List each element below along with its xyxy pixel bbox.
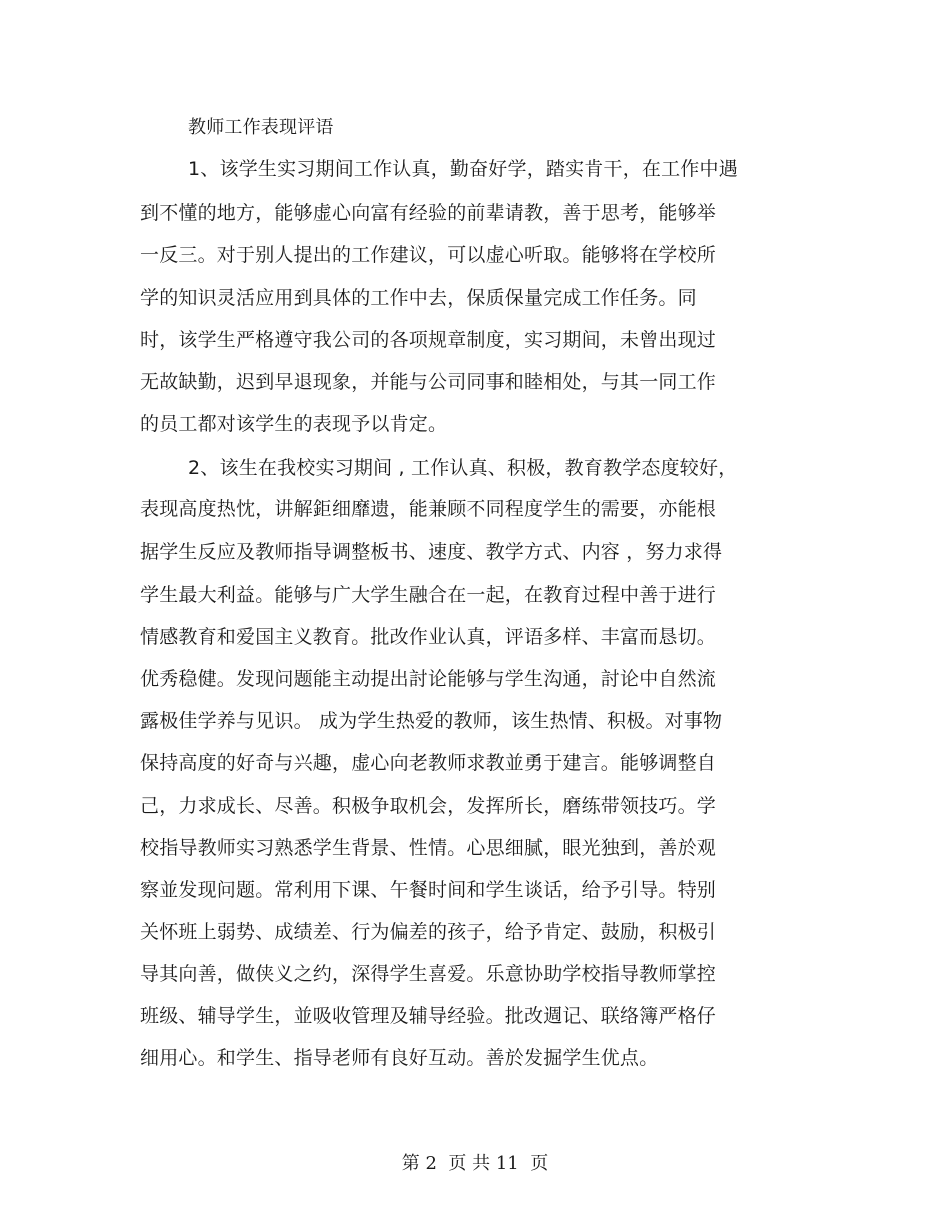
paragraph2-line-12: 关怀班上弱势、成绩差、行为偏差的孩子，给予肯定、鼓励，积极引 xyxy=(140,921,717,943)
paragraph1-line-6: 无故缺勤，迟到早退现象，并能与公司同事和睦相处，与其一同工作 xyxy=(140,371,717,393)
paragraph2-line-2: 表现高度热忱，讲解鉅细靡遗，能兼顾不同程度学生的需要，亦能根 xyxy=(140,498,717,520)
paragraph2-line-13: 导其向善，做侠义之约，深得学生喜爱。乐意协助学校指导教师掌控 xyxy=(140,963,717,985)
paragraph1-line-7: 的员工都对该学生的表现予以肯定。 xyxy=(140,413,448,435)
paragraph1-line-5: 时，该学生严格遵守我公司的各项规章制度，实习期间，未曾出现过 xyxy=(140,329,717,351)
paragraph2-line-15: 细用心。和学生、指导老师有良好互动。善於发掘学生优点。 xyxy=(140,1047,659,1069)
paragraph2-line-11: 察並发现问题。常利用下课、午餐时间和学生谈话，给予引导。特别 xyxy=(140,879,717,901)
paragraph2-line-8: 保持高度的好奇与兴趣，虚心向老教师求教並勇于建言。能够调整自 xyxy=(140,752,717,774)
paragraph1-line-1: 1、该学生实习期间工作认真，勤奋好学，踏实肯干，在工作中遇 xyxy=(188,158,738,180)
paragraph1-line-2: 到不懂的地方，能够虚心向富有经验的前辈请教，善于思考，能够举 xyxy=(140,202,717,224)
paragraph2-line-4: 学生最大利益。能够与广大学生融合在一起，在教育过程中善于进行 xyxy=(140,584,717,606)
paragraph2-line-7: 露极佳学养与见识。 成为学生热爱的教师，该生热情、积极。对事物 xyxy=(140,710,723,732)
paragraph2-line-5: 情感教育和爱国主义教育。批改作业认真，评语多样、丰富而恳切。 xyxy=(140,626,717,648)
paragraph2-line-14: 班级、辅导学生，並吸收管理及辅导经验。批改週记、联络簿严格仔 xyxy=(140,1005,717,1027)
page-number-footer: 第 2 页 共 11 页 xyxy=(401,1153,549,1174)
paragraph2-line-6: 优秀稳健。发现问题能主动提出討论能够与学生沟通，討论中自然流 xyxy=(140,668,717,690)
document-title: 教师工作表现评语 xyxy=(188,117,334,138)
paragraph1-line-4: 学的知识灵活应用到具体的工作中去，保质保量完成工作任务。同 xyxy=(140,287,697,309)
paragraph2-line-1: 2、该生在我校实习期间 , 工作认真、积极，教育教学态度较好， xyxy=(188,457,738,479)
paragraph2-line-9: 己，力求成长、尽善。积极争取机会，发挥所长，磨练带领技巧。学 xyxy=(140,795,717,817)
paragraph2-line-10: 校指导教师实习熟悉学生背景、性情。心思细腻，眼光独到，善於观 xyxy=(140,837,717,859)
paragraph1-line-3: 一反三。对于别人提出的工作建议，可以虚心听取。能够将在学校所 xyxy=(140,244,717,266)
paragraph2-line-3: 据学生反应及教师指导调整板书、速度、教学方式、内容 ，努力求得 xyxy=(140,541,723,563)
